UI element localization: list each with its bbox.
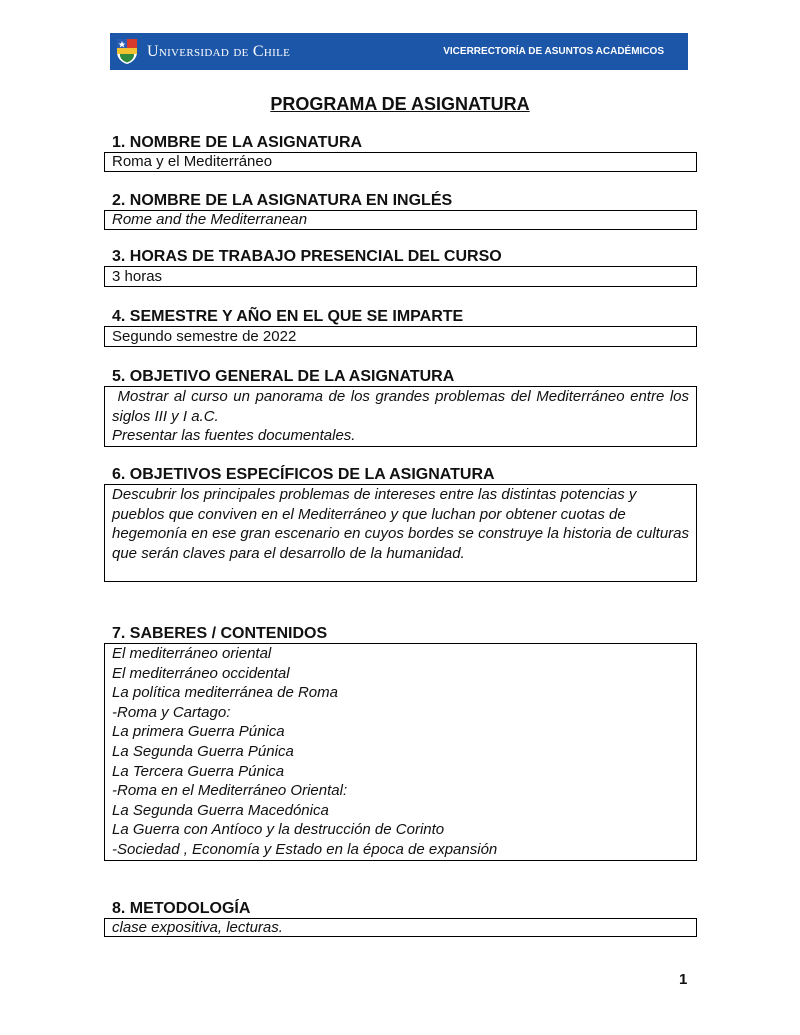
university-crest-icon <box>115 37 139 65</box>
section-course-name <box>104 133 697 172</box>
content-line: La Segunda Guerra Púnica <box>112 742 294 760</box>
content-line: La Segunda Guerra Macedónica <box>112 801 329 819</box>
section-course-name-english <box>104 191 697 230</box>
page-number: 1 <box>679 971 688 988</box>
section-content-box <box>104 152 697 172</box>
content-line: 3 horas <box>112 268 163 285</box>
section-content-box <box>104 484 697 582</box>
content-line: Descubrir los principales problemas de intereses entre las distintas potencias y pueblos que conviven en el Mediterráneo y que luchan por obtener cuotas de hegemonía en ese gran escenario en cuyos bordes se construye la historia de culturas que serán claves para el desarrollo de la humanidad. <box>112 486 690 562</box>
section-content-box <box>104 266 697 287</box>
university-name: Universidad de Chile <box>147 43 291 60</box>
content-line: La Tercera Guerra Púnica <box>112 762 285 780</box>
section-methodology <box>104 899 697 937</box>
department-name: VICERRECTORÍA DE ASUNTOS ACADÉMICOS <box>443 46 664 57</box>
content-line: -Roma y Cartago: <box>112 703 231 721</box>
content-line: Presentar las fuentes documentales. <box>112 427 356 445</box>
section-heading: 6. OBJETIVOS ESPECÍFICOS DE LA ASIGNATURA <box>112 466 495 483</box>
section-content-box <box>104 210 697 230</box>
content-line: Rome and the Mediterranean <box>112 211 308 228</box>
content-line: clase expositiva, lecturas. <box>112 919 283 936</box>
section-contents <box>104 624 697 861</box>
content-line: El mediterráneo oriental <box>112 645 272 662</box>
section-contact-hours <box>104 247 697 287</box>
section-heading: 3. HORAS DE TRABAJO PRESENCIAL DEL CURSO <box>112 248 502 265</box>
section-heading: 5. OBJETIVO GENERAL DE LA ASIGNATURA <box>112 368 455 385</box>
section-content-box <box>104 386 697 447</box>
header-banner <box>110 33 688 70</box>
content-line: La primera Guerra Púnica <box>112 723 285 741</box>
section-content-box <box>104 643 697 861</box>
content-line: El mediterráneo occidental <box>112 664 290 682</box>
section-heading: 4. SEMESTRE Y AÑO EN EL QUE SE IMPARTE <box>112 308 464 325</box>
section-heading: 1. NOMBRE DE LA ASIGNATURA <box>112 134 363 151</box>
content-line: La política mediterránea de Roma <box>112 684 338 702</box>
section-heading: 7. SABERES / CONTENIDOS <box>112 625 328 642</box>
section-content-box <box>104 918 697 937</box>
content-line: Mostrar al curso un panorama de los grandes problemas del Mediterráneo entre los siglos III y I a.C. <box>112 388 694 425</box>
section-specific-objectives <box>104 465 697 582</box>
section-general-objective <box>104 367 697 447</box>
section-heading: 2. NOMBRE DE LA ASIGNATURA EN INGLÉS <box>112 192 453 209</box>
content-line: -Sociedad , Economía y Estado en la época de expansión <box>112 840 498 858</box>
content-line: Segundo semestre de 2022 <box>112 328 297 345</box>
content-line: La Guerra con Antíoco y la destrucción de Corinto <box>112 821 445 839</box>
content-line: Roma y el Mediterráneo <box>112 153 273 170</box>
document-title: PROGRAMA DE ASIGNATURA <box>270 94 530 114</box>
section-semester <box>104 307 697 347</box>
content-line: -Roma en el Mediterráneo Oriental: <box>112 782 348 800</box>
section-content-box <box>104 326 697 347</box>
section-heading: 8. METODOLOGÍA <box>112 900 251 917</box>
